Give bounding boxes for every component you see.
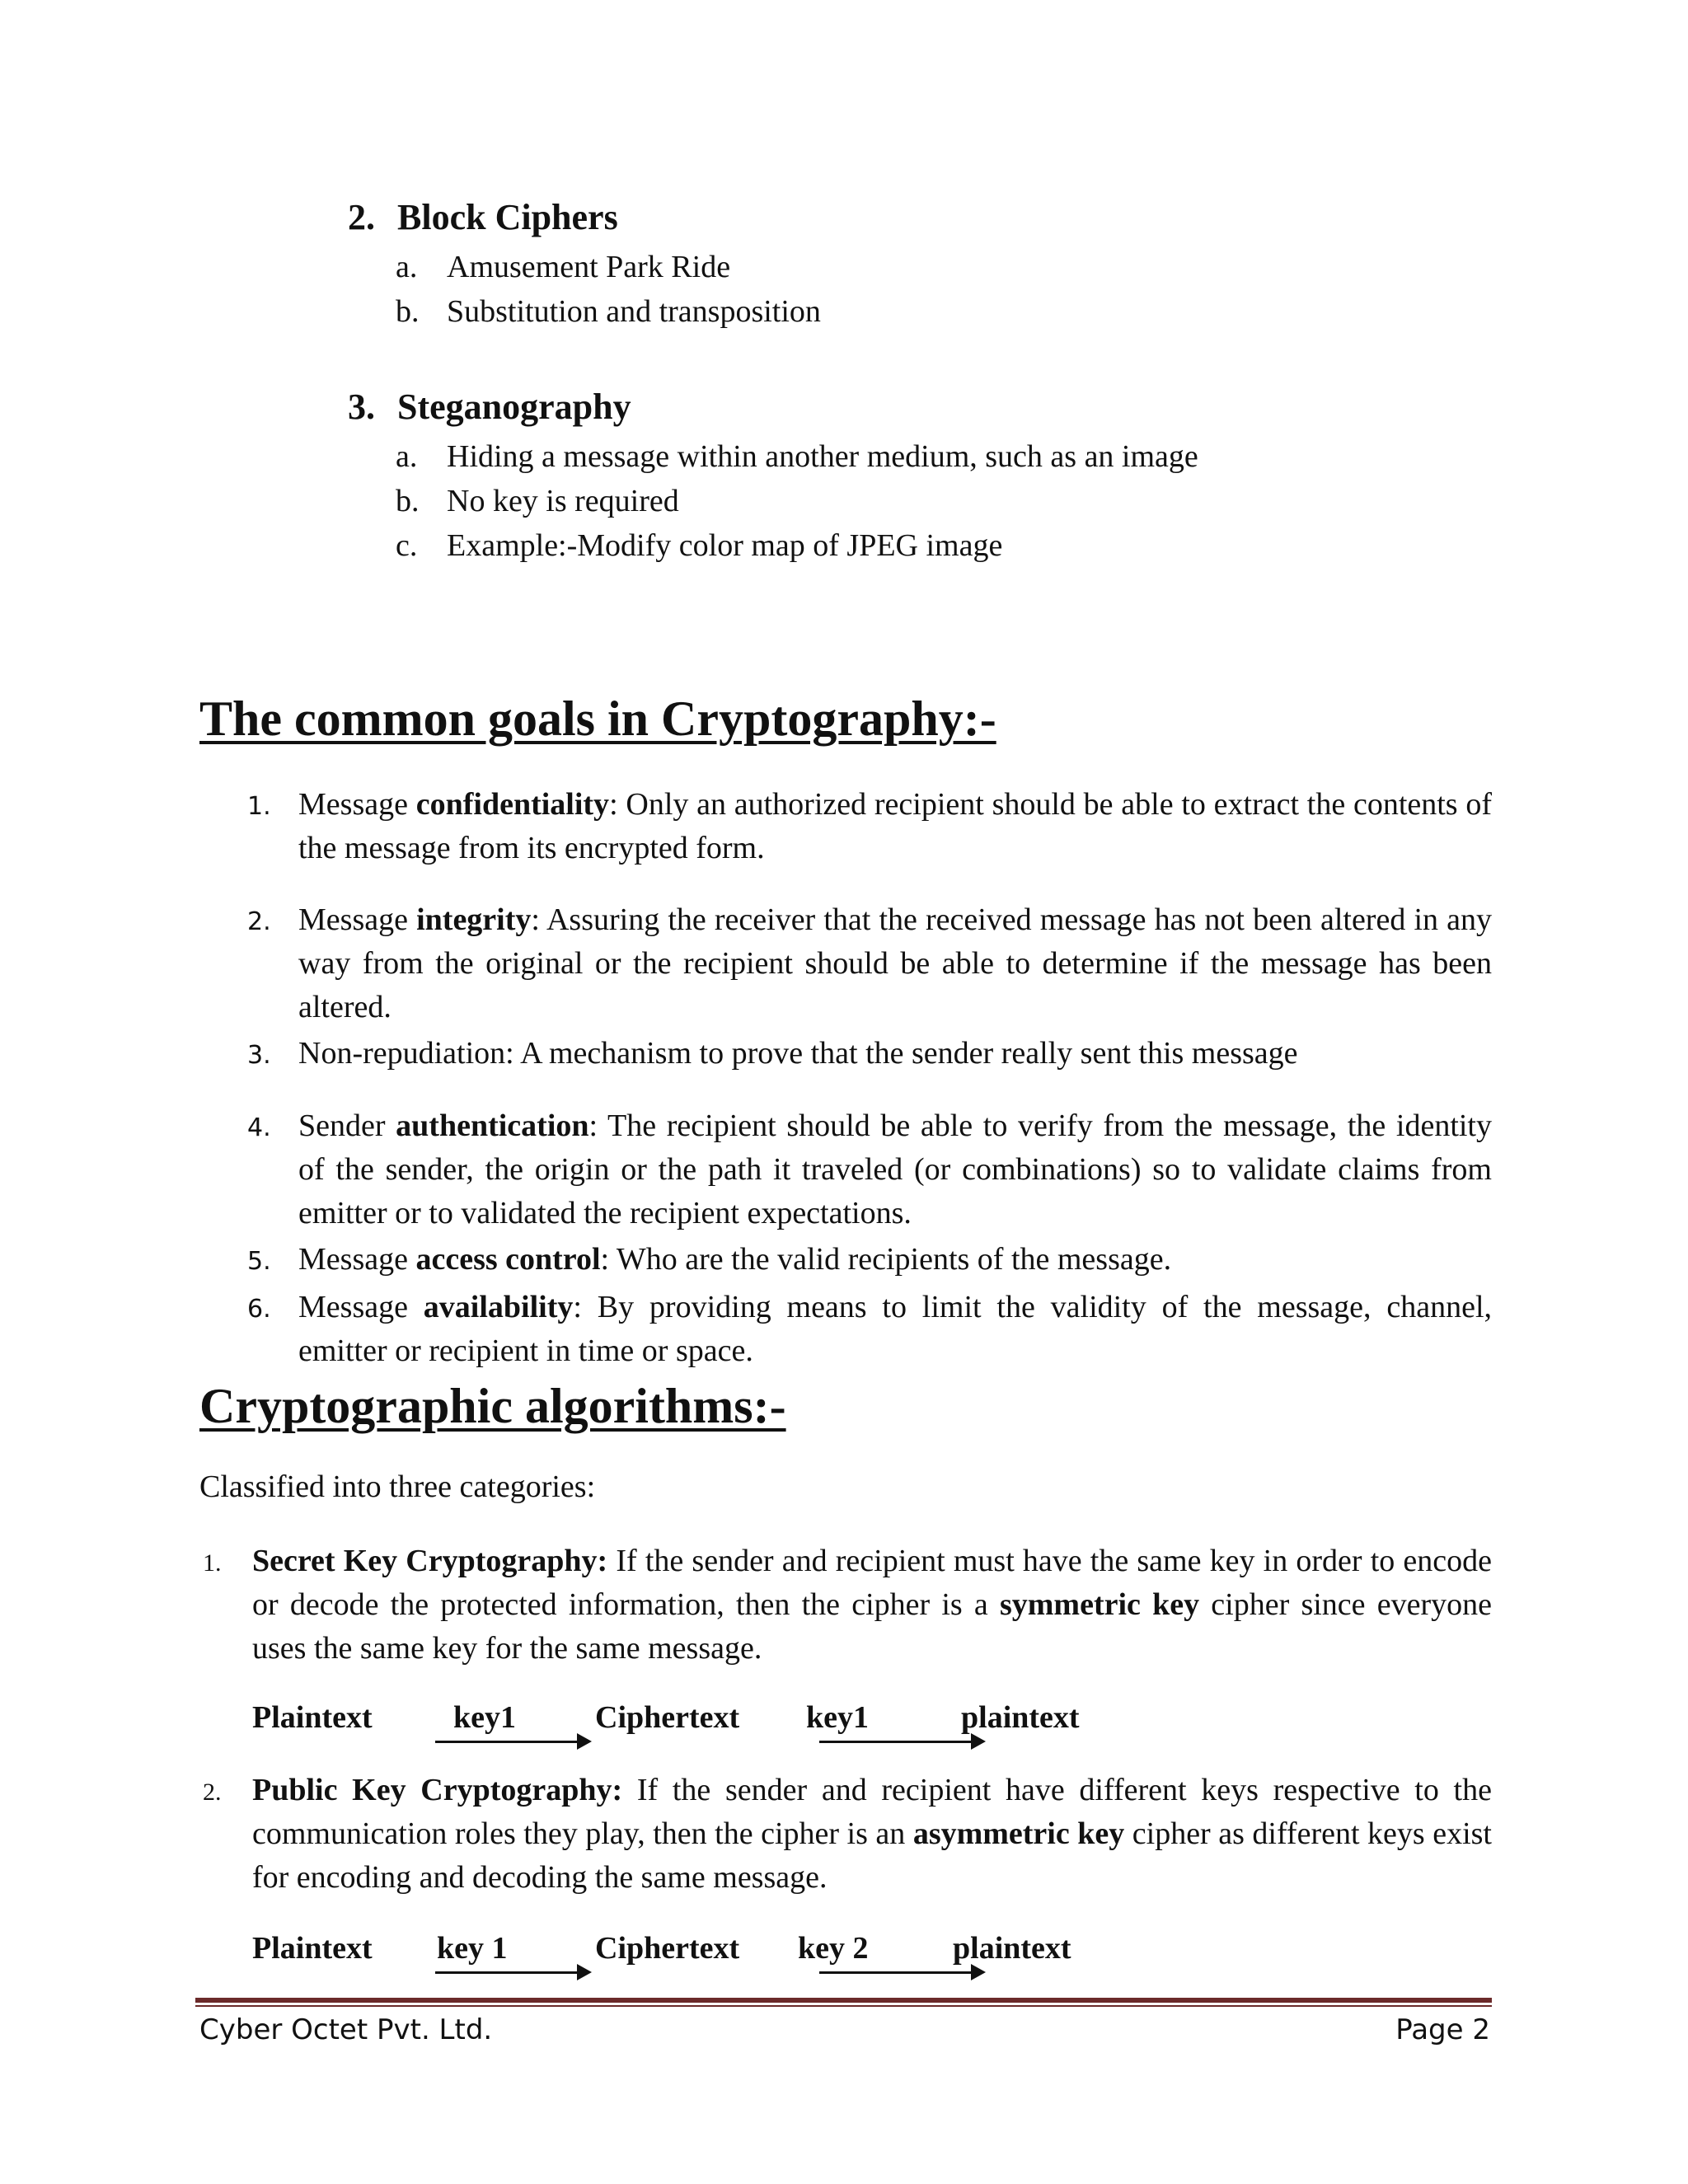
flow-plaintext-out: plaintext [961, 1700, 1080, 1735]
arrow-icon [819, 1741, 982, 1743]
flow-plaintext: Plaintext [252, 1931, 373, 1966]
goal-item: 4. Sender authentication: The recipient should be able to verify from the message, the identity of the sender, the origin or the path it traveled (or combinations) so to validate claims from emitter or to validated the recipient expectations. [247, 1108, 1492, 1230]
goal-item: 2. Message integrity: Assuring the receiver that the received message has not been altered in any way from the original or the recipient should be able to determine if the message has been altered. [247, 902, 1492, 1024]
section-number: 2. [348, 197, 375, 237]
footer-rule-thin [195, 2005, 1492, 2007]
algorithm-item: 1. Secret Key Cryptography: If the sender and recipient must have the same key in order to encode or decode the protected information, then the cipher is a symmetric key cipher since everyone uses the same key for the same message. [203, 1544, 1493, 1666]
arrow-icon [435, 1971, 588, 1974]
flow-key: key 1 [437, 1931, 508, 1966]
goal-item: 3. Non-repudiation: A mechanism to prove that the sender really sent this message [247, 1036, 1298, 1071]
goals-heading: The common goals in Cryptography:- [199, 691, 996, 746]
flow-plaintext: Plaintext [252, 1700, 373, 1735]
flow-key: key 2 [798, 1931, 869, 1966]
algorithms-intro: Classified into three categories: [199, 1469, 596, 1504]
footer-company: Cyber Octet Pvt. Ltd. [199, 2013, 493, 2046]
section-number: 3. [348, 387, 375, 427]
key-flow-diagram [252, 1699, 1159, 1749]
flow-key: key1 [806, 1700, 869, 1735]
list-item: b. Substitution and transposition [396, 294, 821, 329]
section-heading-block-ciphers [348, 196, 618, 238]
key-flow-diagram [252, 1930, 1159, 1980]
section-heading-steganography [348, 386, 631, 428]
goal-item: 1. Message confidentiality: Only an authorized recipient should be able to extract the contents of the message from its encrypted form. [247, 787, 1493, 865]
list-item: a. Amusement Park Ride [396, 250, 731, 284]
footer-page-number: Page 2 [1395, 2013, 1490, 2046]
flow-plaintext-out: plaintext [953, 1931, 1071, 1966]
flow-ciphertext: Ciphertext [595, 1700, 740, 1735]
list-item: b. No key is required [396, 484, 679, 518]
arrow-icon [435, 1741, 588, 1743]
algorithms-heading: Cryptographic algorithms:- [199, 1379, 786, 1433]
goal-item: 5. Message access control: Who are the valid recipients of the message. [247, 1242, 1172, 1277]
algorithm-item: 2. Public Key Cryptography: If the sender and recipient have different keys respective to the communication roles they play, then the cipher is an asymmetric key cipher as different keys exist for encoding and decoding the same message. [203, 1773, 1492, 1895]
footer-rule [195, 1998, 1492, 2003]
list-item: a. Hiding a message within another medium, such as an image [396, 439, 1198, 474]
section-title: Block Ciphers [397, 197, 618, 237]
flow-ciphertext: Ciphertext [595, 1931, 740, 1966]
flow-key: key1 [453, 1700, 516, 1735]
list-item: c. Example:-Modify color map of JPEG image [396, 528, 1003, 563]
section-title: Steganography [397, 387, 631, 427]
arrow-icon [819, 1971, 982, 1974]
goal-item: 6. Message availability: By providing means to limit the validity of the message, channel, emitter or recipient in time or space. [247, 1290, 1492, 1368]
